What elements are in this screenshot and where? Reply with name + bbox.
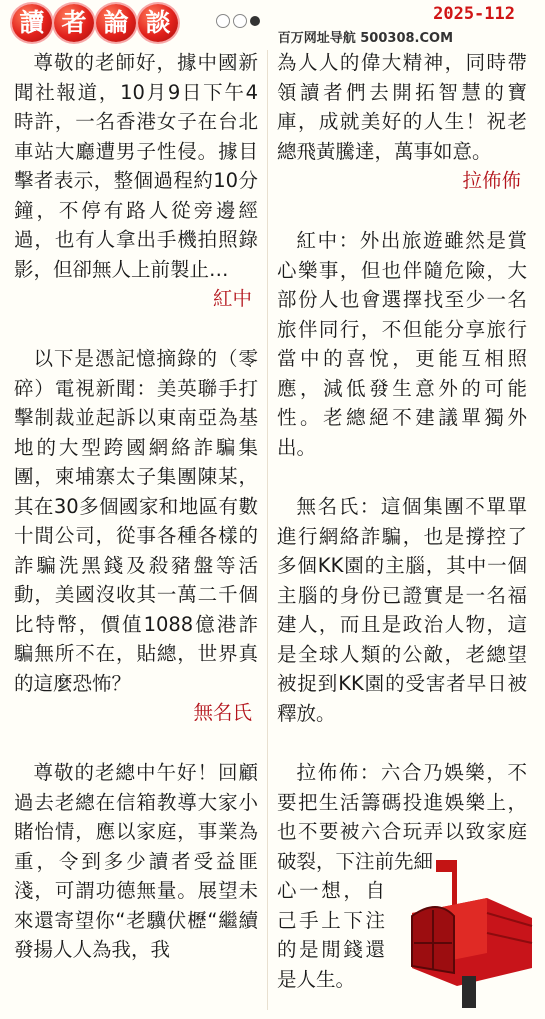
- title-badge-1: 讀: [12, 4, 52, 42]
- reply-3: 拉佈佈：六合乃娛樂，不要把生活籌碼投進娛樂上，也不要被六合玩弄以致家庭破裂，下注前先細: [277, 761, 527, 873]
- issue-number: 2025-112: [433, 4, 515, 24]
- site-watermark: 百万网址导航 500308.COM: [277, 31, 453, 46]
- title-badge-2: 者: [54, 4, 94, 42]
- signature-3: 拉佈佈: [462, 169, 521, 192]
- column-title-badges: [12, 4, 178, 42]
- letter-3: 尊敬的老總中午好！回顧過去老總在信箱教導大家小賭怡情，應以家庭，事業為重，令到多少讀者受益匪淺，可謂功德無量。展望未來還寄望你“老驥伏櫪“繼續發揚人人為我，我: [14, 761, 258, 961]
- title-badge-4: 談: [138, 4, 178, 42]
- reply-1: 紅中：外出旅遊雖然是賞心樂事，但也伴隨危險，大部份人也會選擇找至少一名旅伴同行，不但能分享旅行當中的喜悅，更能互相照應，減低發生意外的可能性。老總絕不建議單獨外出。: [277, 229, 527, 459]
- letter-1: 尊敬的老師好，據中國新聞社報道，10月9日下午4時許，一名香港女子在台北車站大廳遭男子性侵。據目擊者表示，整個過程約10分鐘，不停有路人從旁邊經過，也有人拿出手機拍照錄影，但卻無人上前製止…: [14, 51, 258, 281]
- decorative-dots: [216, 14, 260, 28]
- right-column: [277, 48, 527, 994]
- reply-3-continued: 心一想，自己手上下注的是閒錢還是人生。: [277, 879, 385, 991]
- column-header: [0, 0, 545, 46]
- signature-1: 紅中: [212, 287, 252, 310]
- letter-2: 以下是憑記憶摘錄的（零碎）電視新聞：美英聯手打擊制裁並起訴以東南亞為基地的大型跨國網絡詐騙集團，柬埔寨太子集團陳某，其在30多個國家和地區有數十間公司，從事各種各樣的詐騙洗黑錢及殺豬盤等活動，美國沒收其一萬二千個比特幣，價值1088億港詐騙無所不在，貼總，世界真的這麼恐怖？: [14, 347, 258, 695]
- dot-icon: [216, 14, 230, 28]
- left-column: [14, 48, 258, 965]
- letter-3-continued: 為人人的偉大精神，同時帶領讀者們去開拓智慧的寶庫，成就美好的人生！祝老總飛黃騰達，萬事如意。: [277, 51, 527, 163]
- dot-icon: [250, 16, 260, 26]
- reply-2: 無名氏：這個集團不單單進行網絡詐騙，也是撐控了多個KK園的主腦，其中一個主腦的身份已證實是一名福建人，而且是政治人物，這是全球人類的公敵，老總望被捉到KK園的受害者早日被釋放。: [277, 495, 527, 725]
- title-badge-3: 論: [96, 4, 136, 42]
- mailbox-icon: [392, 858, 542, 1008]
- column-divider: [267, 50, 268, 1010]
- signature-2: 無名氏: [193, 701, 252, 724]
- dot-icon: [233, 14, 247, 28]
